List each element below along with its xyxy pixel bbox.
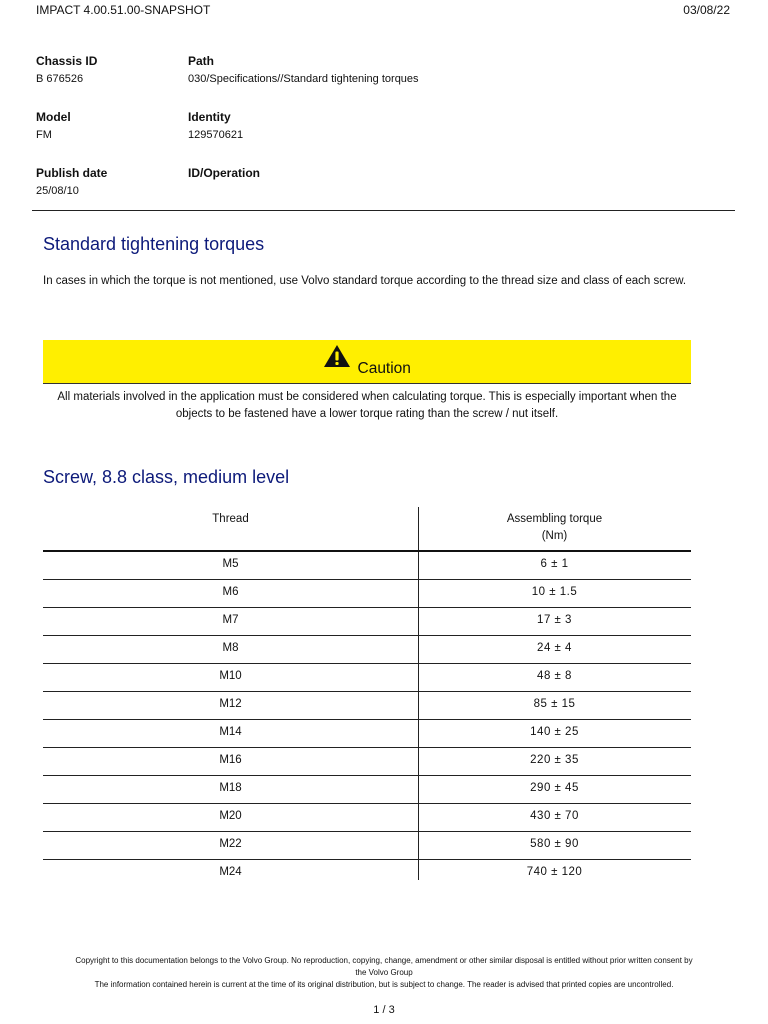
torque-cell: 10 ± 1.5 — [531, 586, 578, 598]
model-field — [36, 109, 71, 143]
torque-cell: 6 ± 1 — [540, 558, 569, 570]
metadata-row — [36, 53, 736, 109]
path-field — [188, 53, 419, 87]
torque-table — [43, 507, 691, 887]
publish-date-field — [36, 165, 107, 199]
operation-value — [188, 183, 260, 199]
metadata-row — [36, 109, 736, 165]
thread-cell: M6 — [222, 586, 239, 598]
thread-cell: M20 — [219, 810, 242, 822]
torque-cell: 48 ± 8 — [537, 670, 572, 682]
identity-value: 129570621 — [188, 129, 244, 141]
identity-label: Identity — [188, 110, 231, 124]
thread-cell: M10 — [219, 670, 242, 682]
operation-label: ID/Operation — [188, 166, 261, 180]
metadata-row — [36, 165, 736, 221]
thread-cell: M14 — [219, 726, 242, 738]
torque-cell: 220 ± 35 — [530, 754, 579, 766]
torque-column-header — [418, 511, 691, 545]
torque-cell: 24 ± 4 — [537, 642, 572, 654]
warning-icon — [323, 344, 355, 361]
chassis-id-field — [36, 53, 97, 87]
thread-cell: M22 — [219, 838, 242, 850]
path-value: 030/Specifications//Standard tightening torques — [188, 73, 419, 85]
section-title: Screw, 8.8 class, medium level — [43, 467, 290, 487]
copyright-line: Copyright to this documentation belongs to the Volvo Group. No reproduction, copying, change, amendment or other similar disposal is entitled without prior written consent by — [75, 956, 693, 965]
model-label: Model — [36, 110, 71, 124]
distribution-notice: The information contained herein is current at the time of its original distribution, but is subject to change. The reader is advised that printed copies are uncontrolled. — [94, 980, 674, 989]
table-row — [43, 580, 691, 608]
thread-cell: M5 — [222, 558, 239, 570]
path-label: Path — [188, 54, 215, 68]
table-row — [43, 636, 691, 664]
document-metadata — [36, 53, 736, 221]
table-row — [43, 720, 691, 748]
table-row — [43, 804, 691, 832]
thread-column-header: Thread — [212, 513, 249, 525]
model-value: FM — [36, 129, 52, 141]
torque-cell: 430 ± 70 — [530, 810, 579, 822]
thread-cell: M12 — [219, 698, 242, 710]
copyright-line: the Volvo Group — [355, 968, 413, 977]
torque-cell: 140 ± 25 — [530, 726, 579, 738]
torque-cell: 17 ± 3 — [537, 614, 572, 626]
publish-date-value: 25/08/10 — [36, 185, 79, 197]
torque-cell: 740 ± 120 — [526, 866, 583, 878]
thread-cell: M24 — [219, 866, 242, 878]
table-row — [43, 832, 691, 860]
thread-cell: M18 — [219, 782, 242, 794]
caution-label: Caution — [357, 360, 411, 377]
table-body — [43, 552, 691, 887]
caution-banner — [43, 340, 691, 384]
header-divider — [32, 210, 735, 211]
table-row — [43, 692, 691, 720]
identity-field — [188, 109, 243, 143]
caution-text: All materials involved in the application must be considered when calculating torque. This is especially important when the objects to be fastened have a lower torque rating than the screw / nut itself. — [57, 391, 677, 420]
thread-cell: M16 — [219, 754, 242, 766]
publish-date-label: Publish date — [36, 166, 108, 180]
chassis-id-value: B 676526 — [36, 73, 84, 85]
copyright-footer — [30, 955, 738, 991]
thread-cell: M7 — [222, 614, 239, 626]
torque-cell: 85 ± 15 — [533, 698, 576, 710]
page-title: Standard tightening torques — [43, 234, 265, 254]
print-date: 03/08/22 — [683, 3, 730, 17]
chassis-id-label: Chassis ID — [36, 54, 98, 68]
table-row — [43, 748, 691, 776]
intro-paragraph: In cases in which the torque is not mentioned, use Volvo standard torque according to the thread size and class of each screw. — [43, 275, 687, 287]
table-header — [43, 507, 691, 552]
top-header — [36, 3, 730, 19]
page-number: 1 / 3 — [373, 1004, 395, 1016]
thread-cell: M8 — [222, 642, 239, 654]
operation-field — [188, 165, 260, 199]
torque-header-line: Assembling torque — [506, 513, 603, 525]
torque-cell: 290 ± 45 — [530, 782, 579, 794]
app-version: IMPACT 4.00.51.00-SNAPSHOT — [36, 3, 211, 17]
table-row — [43, 860, 691, 887]
torque-header-unit: (Nm) — [541, 530, 568, 542]
torque-cell: 580 ± 90 — [530, 838, 579, 850]
table-row — [43, 776, 691, 804]
table-row — [43, 664, 691, 692]
table-row — [43, 552, 691, 580]
table-row — [43, 608, 691, 636]
